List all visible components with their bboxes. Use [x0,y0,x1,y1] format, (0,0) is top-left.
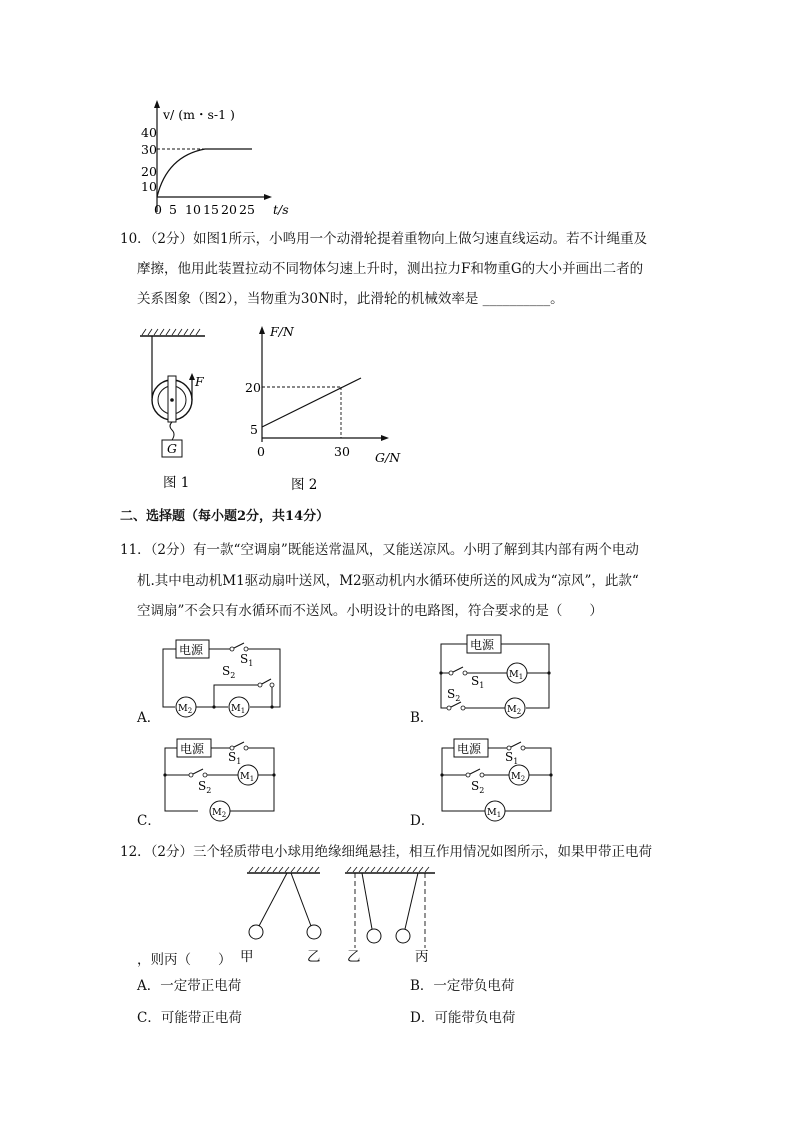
q12-option-b-letter: B． [410,978,434,994]
svg-text:S2: $S_2$ [471,779,485,795]
q10-line-1: 10．（2分）如图1所示，小鸣用一个动滑轮提着重物向上做匀速直线运动。若不计绳重及 [120,231,648,247]
y-axis-arrow [154,100,160,108]
g-tick-30: 30 [334,444,350,459]
q12-option-c[interactable] [137,1008,242,1028]
q11-option-c[interactable]: C． [137,813,161,829]
force-weight-graph [245,322,415,497]
ball-label-yi-1: 乙 [307,949,321,965]
q11-line-2: 机.其中电动机M1驱动扇叶送风，M2驱动机内水循环使所送的风成为“凉风”，此款“ [137,573,639,589]
q12-option-a[interactable] [137,976,241,996]
pulley-figure [135,322,225,497]
q12-option-a-text: 一定带正电荷 [160,978,242,994]
q12-option-b[interactable] [410,976,514,996]
g-tick-0: 0 [257,444,265,459]
q10-line-3: 关系图象（图2），当物重为30N时，此滑轮的机械效率是 __________。 [137,291,564,307]
f-tick-20: 20 [245,380,261,395]
force-label: F [195,374,204,389]
x-tick-10: 10 [185,202,201,217]
velocity-time-graph [135,100,305,222]
y-tick-30: 30 [141,142,157,157]
pulley-axle [170,398,174,402]
f-axis-label: F/N [270,324,294,339]
ceiling-hatch [142,329,200,335]
f-tick-5: 5 [250,422,258,437]
q11-option-d[interactable]: D． [410,813,435,829]
y-tick-40: 40 [141,125,157,140]
circuit-c-source: 电源 [180,742,205,756]
svg-text:M2: $M_2$ [507,704,522,716]
q11-line-3: 空调扇”不会只有水循环而不送风。小明设计的电路图，符合要求的是（ ） [137,603,603,619]
svg-text:S1: $S_1$ [240,652,254,668]
q12-line-1: 12．（2分）三个轻质带电小球用绝缘细绳悬挂，相互作用情况如图所示，如果甲带正电荷 [120,844,653,860]
svg-text:M1: $M_1$ [487,807,502,819]
q12-option-d-letter: D． [410,1010,435,1026]
q11-line-1: 11．（2分）有一款“空调扇”既能送常温风，又能送凉风。小明了解到其内部有两个电动 [120,542,639,558]
velocity-curve [157,149,252,197]
svg-text:S2: $S_2$ [198,779,212,795]
q12-option-d[interactable] [410,1008,515,1028]
circuit-d [435,735,560,827]
x-tick-0: 0 [154,202,162,217]
x-tick-20: 20 [221,202,237,217]
svg-text:M1: $M_1$ [240,771,255,783]
hook [170,422,174,440]
circuit-c [158,735,283,827]
q12-option-c-text: 可能带正电荷 [160,1010,242,1026]
q12-option-d-text: 可能带负电荷 [434,1010,516,1026]
q12-option-c-letter: C． [137,1010,161,1026]
svg-text:S2: $S_2$ [447,687,461,703]
q10-line-2: 摩擦，他用此装置拉动不同物体匀速上升时，测出拉力F和物重G的大小并画出二者的 [137,261,644,277]
section-2-title: 二、选择题（每小题2分，共14分） [120,509,330,524]
charged-balls-figure [225,866,445,966]
x-tick-25: 25 [239,202,255,217]
weight-label: G [167,441,177,456]
g-axis-arrow [381,435,389,441]
q11-option-a[interactable]: A． [137,710,161,726]
q12-option-a-letter: A． [137,978,161,994]
y-tick-20: 20 [141,164,157,179]
svg-text:S1: $S_1$ [471,674,485,690]
svg-text:M2: $M_2$ [212,807,227,819]
x-axis-label: t/s [273,202,289,217]
svg-text:M2: $M_2$ [178,703,193,715]
ball-label-yi-2: 乙 [347,949,361,965]
circuit-a-source: 电源 [179,643,204,657]
circuit-a [158,635,288,725]
svg-text:M1: $M_1$ [231,703,246,715]
circuit-d-source: 电源 [457,742,482,756]
q12-tail: ，则丙（ ） [137,952,232,968]
x-tick-5: 5 [169,202,177,217]
fig1-caption: 图 1 [163,475,190,491]
svg-text:S1: $S_1$ [228,750,242,766]
x-tick-15: 15 [203,202,219,217]
ball-label-bing: 丙 [415,949,429,965]
q12-option-b-text: 一定带负电荷 [433,978,515,994]
g-axis-label: G/N [375,450,401,465]
svg-text:M1: $M_1$ [509,669,524,681]
fig2-caption: 图 2 [291,477,318,493]
circuit-b [435,630,560,725]
f-axis-arrow [259,326,265,334]
q11-option-b[interactable]: B． [410,710,434,726]
svg-text:S2: $S_2$ [222,664,236,680]
f-g-line [262,378,361,427]
y-axis-label: v/ (m・s-1 ) [163,107,235,122]
y-tick-10: 10 [141,179,157,194]
x-axis-arrow [264,194,272,200]
ball-label-jia: 甲 [240,949,254,965]
svg-text:M2: $M_2$ [511,771,526,783]
circuit-b-source: 电源 [470,638,495,652]
svg-text:S1: $S_1$ [505,750,519,766]
